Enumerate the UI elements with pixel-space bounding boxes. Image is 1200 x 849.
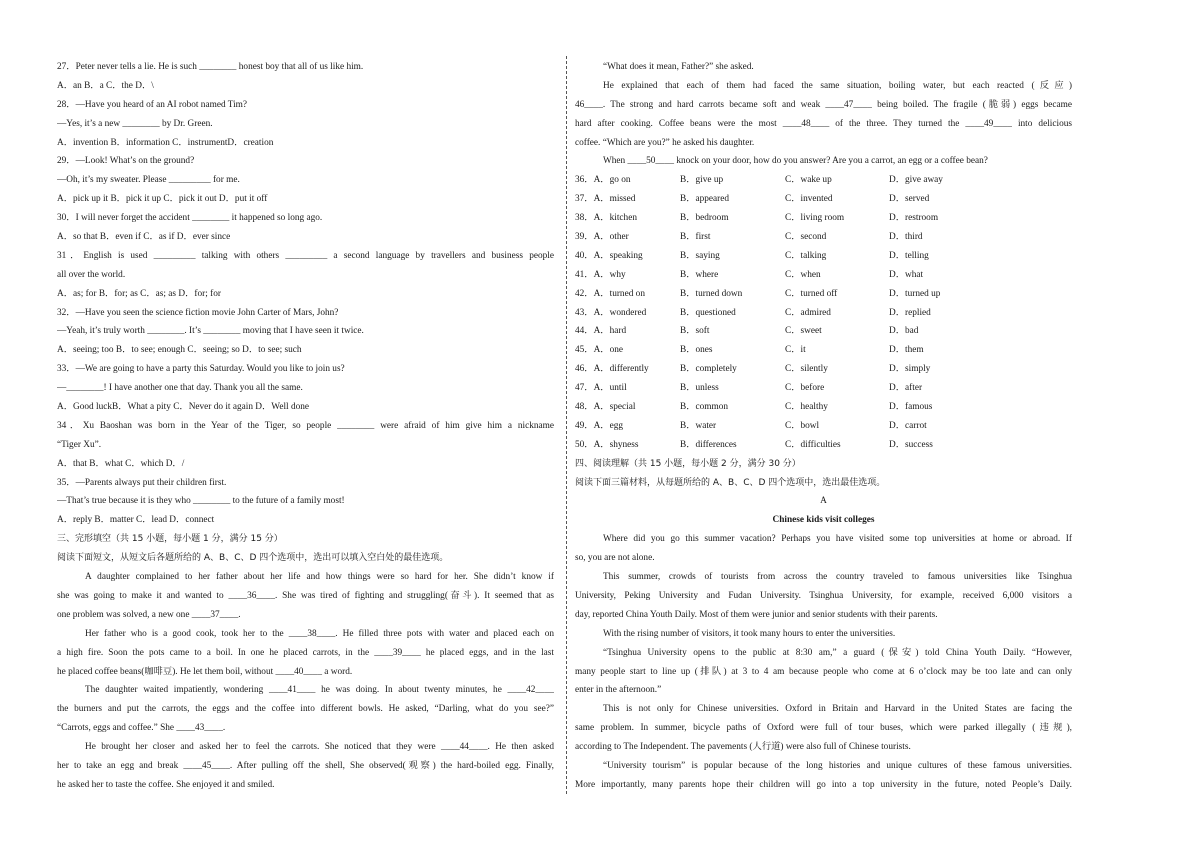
option-a: 49．A．egg — [575, 420, 624, 431]
passage-line: Where did you go this summer vacation? Perhaps you have visited some top universities at home or abroad. If — [603, 534, 1072, 545]
option-row-42 — [575, 285, 1072, 304]
question-32-reply: —Yeah, it’s truly worth ________. It’s ________ moving that I have seen it twice. — [57, 326, 364, 337]
option-a: 47．A．until — [575, 383, 627, 394]
option-c: C．talking — [785, 250, 827, 261]
option-c: C．second — [785, 232, 827, 243]
option-c: C．turned off — [785, 288, 838, 299]
option-b: B．water — [680, 420, 717, 431]
question-31: 31．English is used _________ talking with others _________ a second language by travellers and business people — [57, 250, 554, 261]
cloze-paragraph-line: “What does it mean, Father?” she asked. — [603, 62, 754, 72]
option-b: B．differences — [680, 439, 737, 450]
section-4-instructions: 阅读下面三篇材料，从每题所给的 A、B、C、D 四个选项中，选出最佳选项。 — [575, 477, 886, 488]
passage-line: same problem. In summer, bicycle paths of Oxford were full of tour buses, which were parked illegally (违规), — [575, 723, 1072, 734]
cloze-paragraph-line: the burners and put the carrots, the eggs and the coffee into different bowls. He asked, “Darling, what do you see?” — [57, 704, 554, 715]
cloze-paragraph-line: hard after cooking. Coffee beans were the most ____48____ of the three. They turned the ____49____ into delicious — [575, 118, 1072, 129]
option-b: B．where — [680, 269, 719, 280]
question-29-reply: —Oh, it’s my sweater. Please _________ for me. — [57, 175, 240, 186]
cloze-paragraph-line: her to take an egg and break ____45____. After pulling off the shell, She observed(观察) the hard-boiled egg. Finally, — [57, 760, 554, 771]
option-b: B．bedroom — [680, 213, 729, 224]
option-d: D．carrot — [889, 420, 927, 431]
cloze-paragraph-line: he asked her to taste the coffee. She enjoyed it and smiled. — [57, 779, 275, 790]
option-row-44 — [575, 322, 1072, 341]
cloze-paragraph-line: Her father who is a good cook, took her to the ____38____. He filled three pots with water and placed each on — [85, 628, 554, 639]
cloze-paragraph-line: she was going to make it and wanted to ____36____. She was tired of fighting and struggling(奋斗). It seemed that as — [57, 590, 554, 601]
question-27: 27．Peter never tells a lie. He is such ________ honest boy that all of us like him. — [57, 62, 364, 72]
passage-line: This summer, crowds of tourists from across the country traveled to famous universities like Tsinghua — [603, 572, 1072, 583]
option-c: C．admired — [785, 307, 831, 318]
column-divider — [566, 56, 567, 794]
passage-line: according to The Independent. The pavements (人行道) were also full of Chinese tourists. — [575, 742, 911, 753]
section-3-title: 三、完形填空（共 15 小题，每小题 1 分，满分 15 分） — [57, 534, 283, 545]
option-a: 43．A．wondered — [575, 307, 647, 318]
cloze-paragraph-line: He brought her closer and asked her to feel the carrots. She noticed that they were ____44____. He then asked — [85, 742, 554, 753]
cloze-paragraph-line: coffee. “Which are you?” he asked his daughter. — [575, 137, 755, 148]
option-c: C．wake up — [785, 175, 832, 186]
option-b: B．first — [680, 232, 711, 243]
option-d: D．famous — [889, 402, 933, 413]
option-c: C．sweet — [785, 326, 822, 337]
option-row-50 — [575, 436, 1072, 455]
option-c: C．invented — [785, 194, 833, 205]
option-b: B．ones — [680, 345, 713, 356]
option-c: C．when — [785, 269, 821, 280]
passage-line: With the rising number of visitors, it took many hours to enter the universities. — [603, 628, 896, 639]
option-a: 36．A．go on — [575, 175, 631, 186]
question-35-reply: —That’s true because it is they who ________ to the future of a family most! — [57, 496, 345, 507]
passage-line: University, Peking University and Fudan University. Tsinghua University, for example, received 6,000 visitors a — [575, 590, 1072, 601]
question-33: 33．—We are going to have a party this Saturday. Would you like to join us? — [57, 364, 345, 375]
option-row-43 — [575, 304, 1072, 323]
option-d: D．served — [889, 194, 930, 205]
section-4-title: 四、阅读理解（共 15 小题，每小题 2 分，满分 30 分） — [575, 458, 801, 469]
options-32: A．seeing; too B．to see; enough C．seeing; so D．to see; such — [57, 345, 302, 356]
option-a: 44．A．hard — [575, 326, 627, 337]
cloze-paragraph-line: The daughter waited impatiently, wondering ____41____ he was doing. In about twenty minutes, he ____42____ — [85, 685, 554, 696]
section-3-instructions: 阅读下面短文，从短文后各题所给的 A、B、C、D 四个选项中，选出可以填入空白处的最佳选项。 — [57, 553, 449, 564]
option-b: B．appeared — [680, 194, 730, 205]
option-a: 42．A．turned on — [575, 288, 645, 299]
option-a: 50．A．shyness — [575, 439, 639, 450]
option-a: 48．A．special — [575, 402, 636, 413]
question-35: 35．—Parents always put their children first. — [57, 477, 227, 488]
option-c: C．difficulties — [785, 439, 841, 450]
option-b: B．common — [680, 402, 729, 413]
cloze-paragraph-line: he placed coffee beans(咖啡豆). He let them boil, without ____40____ a word. — [57, 666, 353, 677]
option-row-48 — [575, 398, 1072, 417]
left-column — [57, 58, 554, 795]
option-d: D．telling — [889, 250, 929, 261]
option-d: D．third — [889, 232, 923, 243]
passage-letter: A — [820, 496, 827, 507]
option-d: D．replied — [889, 307, 931, 318]
option-a: 46．A．differently — [575, 364, 649, 375]
passage-line: so, you are not alone. — [575, 553, 655, 564]
question-30: 30．I will never forget the accident ________ it happened so long ago. — [57, 213, 323, 224]
options-29: A．pick up it B．pick it up C．pick it out D．put it off — [57, 194, 268, 205]
question-31-cont: all over the world. — [57, 269, 126, 280]
option-d: D．give away — [889, 175, 943, 186]
option-d: D．after — [889, 383, 923, 394]
cloze-paragraph-line: “Carrots, eggs and coffee.” She ____43____. — [57, 723, 226, 734]
question-32: 32．—Have you seen the science fiction movie John Carter of Mars, John? — [57, 307, 339, 318]
option-row-46 — [575, 360, 1072, 379]
cloze-paragraph-line: 46____. The strong and hard carrots became soft and weak ____47____ being boiled. The fragile (脆弱) eggs became — [575, 99, 1072, 110]
options-28: A．invention B．information C．instrumentD．creation — [57, 137, 274, 148]
passage-line: many people start to line up (排队) at 3 to 4 am because people who come at 6 o’clock may be too late and can only — [575, 666, 1072, 677]
option-b: B．turned down — [680, 288, 743, 299]
question-29: 29．—Look! What’s on the ground? — [57, 156, 195, 167]
option-row-47 — [575, 379, 1072, 398]
option-d: D．success — [889, 439, 933, 450]
cloze-paragraph-line: He explained that each of them had faced the same situation, boiling water, but each reacted (反应) — [603, 80, 1072, 91]
passage-line: This is not only for Chinese universities. Oxford in Britain and Harvard in the United States are facing the — [603, 704, 1072, 715]
passage-line: day, reported China Youth Daily. Most of them were junior and senior students with their parents. — [575, 609, 938, 620]
option-c: C．bowl — [785, 420, 820, 431]
option-b: B．completely — [680, 364, 737, 375]
option-b: B．questioned — [680, 307, 736, 318]
question-28-reply: —Yes, it’s a new ________ by Dr. Green. — [57, 118, 213, 129]
option-row-45 — [575, 341, 1072, 360]
passage-title: Chinese kids visit colleges — [772, 515, 875, 526]
options-35: A．reply B．matter C．lead D．connect — [57, 515, 215, 526]
option-c: C．living room — [785, 213, 845, 224]
option-c: C．silently — [785, 364, 828, 375]
option-c: C．it — [785, 345, 806, 356]
option-d: D．them — [889, 345, 924, 356]
options-30: A．so that B．even if C．as if D．ever since — [57, 232, 231, 243]
cloze-paragraph-line: a high fire. Soon the pots came to a boil. In one he placed carrots, in the ____39____ he placed eggs, and in the last — [57, 647, 554, 658]
option-d: D．what — [889, 269, 924, 280]
option-c: C．healthy — [785, 402, 828, 413]
right-column — [575, 58, 1072, 795]
option-a: 38．A．kitchen — [575, 213, 637, 224]
options-31: A．as; for B．for; as C．as; as D．for; for — [57, 288, 221, 299]
option-a: 39．A．other — [575, 232, 629, 243]
passage-line: More importantly, many parents hope their children will go into a top university in the future, noted People’s Daily. — [575, 779, 1072, 790]
option-d: D．bad — [889, 326, 919, 337]
option-b: B．saying — [680, 250, 720, 261]
option-b: B．give up — [680, 175, 724, 186]
option-a: 37．A．missed — [575, 194, 636, 205]
cloze-paragraph-line: A daughter complained to her father about her life and how things were so hard for her. She didn’t know if — [85, 572, 554, 583]
option-a: 40．A．speaking — [575, 250, 643, 261]
option-a: 45．A．one — [575, 345, 624, 356]
passage-line: “Tsinghua University opens to the public at 8:30 am,” a guard (保安) told China Youth Daily. “However, — [603, 647, 1072, 658]
options-34: A．that B．what C．which D．/ — [57, 458, 185, 469]
options-33: A．Good luckB．What a pity C．Never do it again D．Well done — [57, 402, 310, 413]
passage-line: “University tourism” is popular because of the long histories and unique cultures of these famous universities. — [603, 760, 1072, 771]
question-33-reply: —________! I have another one that day. Thank you all the same. — [57, 383, 303, 394]
passage-line: enter in the afternoon.” — [575, 685, 662, 696]
question-34-cont: “Tiger Xu”. — [57, 439, 102, 450]
option-d: D．simply — [889, 364, 931, 375]
option-c: C．before — [785, 383, 825, 394]
option-d: D．turned up — [889, 288, 941, 299]
option-row-36 — [575, 171, 1072, 190]
option-row-39 — [575, 228, 1072, 247]
cloze-paragraph-line: When ____50____ knock on your door, how do you answer? Are you a carrot, an egg or a coffee bean? — [603, 156, 988, 167]
option-d: D．restroom — [889, 213, 939, 224]
options-27: A．an B．a C．the D．\ — [57, 80, 154, 91]
option-row-49 — [575, 417, 1072, 436]
option-row-40 — [575, 247, 1072, 266]
question-34: 34．Xu Baoshan was born in the Year of the Tiger, so people ________ were afraid of him give him a nickname — [57, 420, 554, 431]
cloze-paragraph-line: one problem was solved, a new one ____37____. — [57, 609, 241, 620]
option-b: B．unless — [680, 383, 719, 394]
option-row-41 — [575, 266, 1072, 285]
question-28: 28．—Have you heard of an AI robot named Tim? — [57, 99, 248, 110]
option-a: 41．A．why — [575, 269, 626, 280]
option-row-38 — [575, 209, 1072, 228]
option-b: B．soft — [680, 326, 710, 337]
option-row-37 — [575, 190, 1072, 209]
